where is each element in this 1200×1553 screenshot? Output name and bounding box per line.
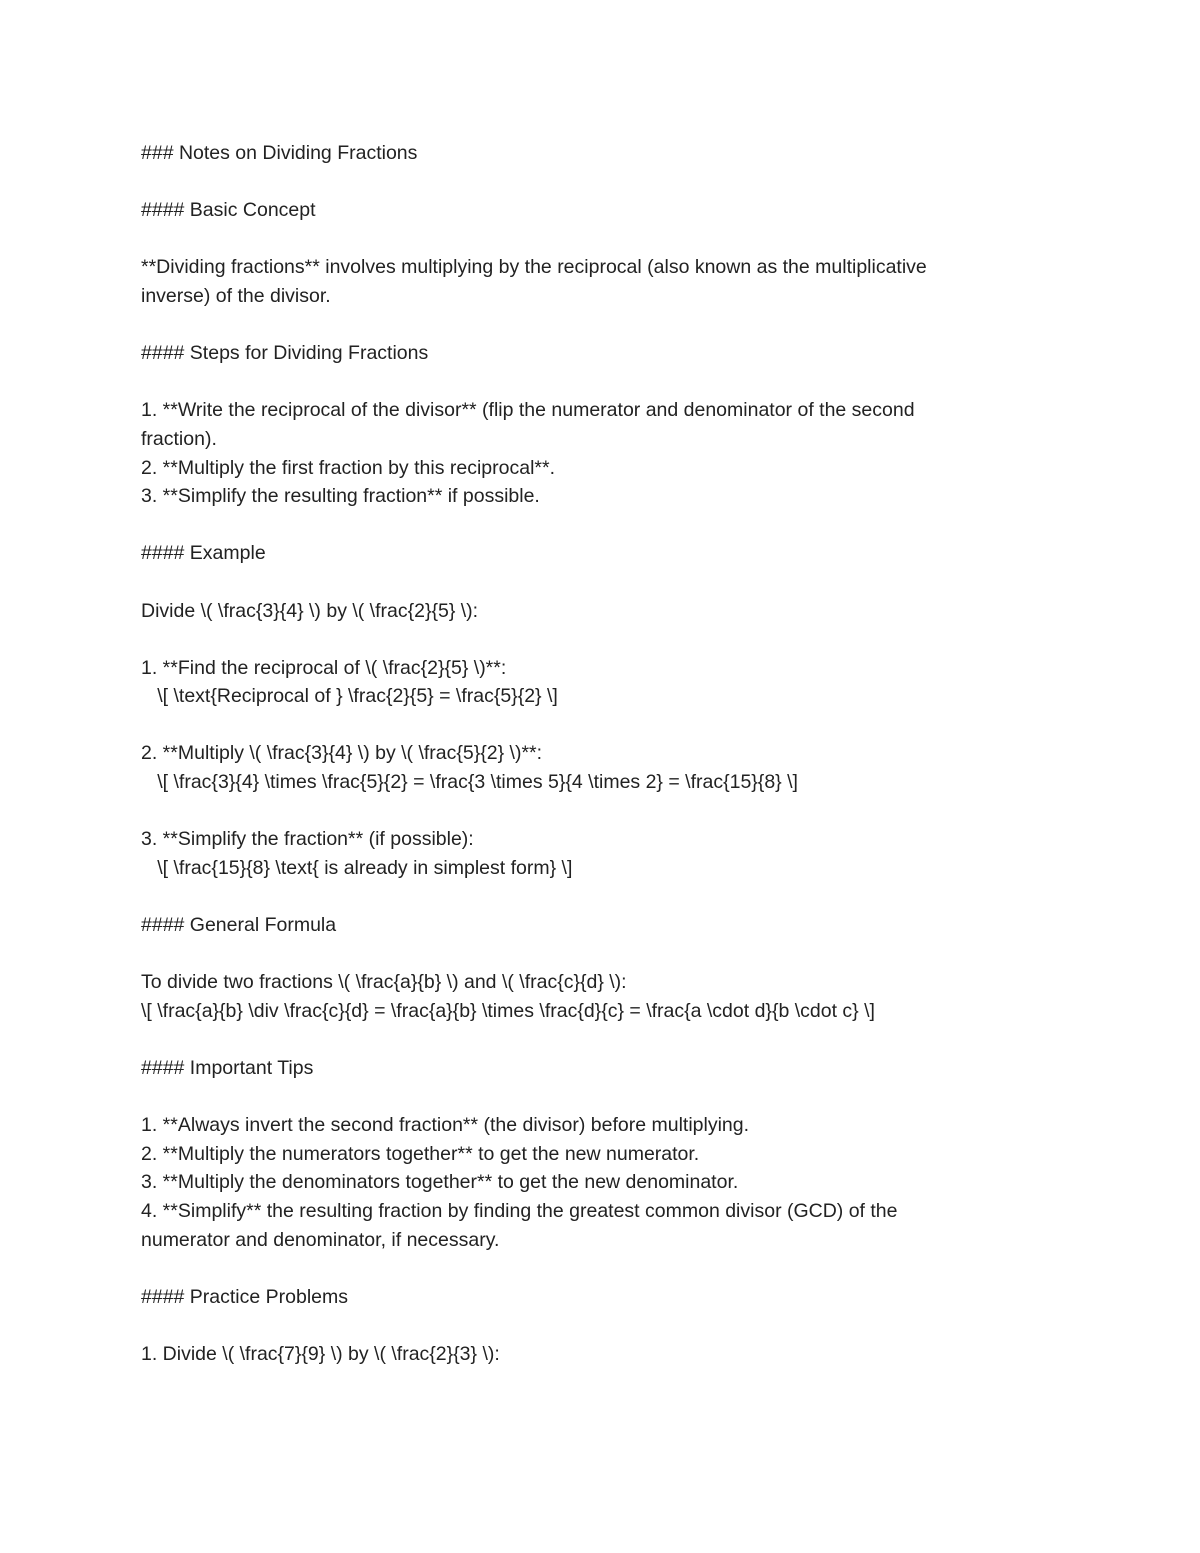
- spacer: [141, 311, 1041, 340]
- spacer: [141, 568, 1041, 597]
- tips-item-4: 4. **Simplify** the resulting fraction by finding the greatest common divisor (GCD) of the: [141, 1199, 898, 1222]
- document-page: [141, 139, 1041, 1369]
- example-step-3-math: \[ \frac{15}{8} \text{ is already in simplest form} \]: [141, 856, 573, 879]
- spacer: [141, 168, 1041, 197]
- spacer: [141, 1254, 1041, 1283]
- tips-item-2: 2. **Multiply the numerators together** to get the new numerator.: [141, 1142, 700, 1165]
- example-step-2: 2. **Multiply \( \frac{3}{4} \) by \( \frac{5}{2} \)**:: [141, 742, 543, 765]
- basic-concept-heading: #### Basic Concept: [141, 199, 316, 222]
- doc-title: ### Notes on Dividing Fractions: [141, 142, 418, 164]
- formula-intro: To divide two fractions \( \frac{a}{b} \) and \( \frac{c}{d} \):: [141, 971, 627, 994]
- steps-item-1-cont: fraction).: [141, 427, 217, 450]
- example-step-1-math: \[ \text{Reciprocal of } \frac{2}{5} = \frac{5}{2} \]: [141, 685, 558, 708]
- tips-item-3: 3. **Multiply the denominators together** to get the new denominator.: [141, 1171, 739, 1194]
- example-heading: #### Example: [141, 542, 266, 565]
- spacer: [141, 1311, 1041, 1340]
- practice-heading: #### Practice Problems: [141, 1285, 349, 1308]
- spacer: [141, 882, 1041, 911]
- practice-item-1: 1. Divide \( \frac{7}{9} \) by \( \frac{2}{3} \):: [141, 1342, 500, 1365]
- formula-heading: #### General Formula: [141, 914, 337, 937]
- spacer: [141, 368, 1041, 397]
- example-step-2-math: \[ \frac{3}{4} \times \frac{5}{2} = \frac{3 \times 5}{4 \times 2} = \frac{15}{8} \]: [141, 771, 798, 794]
- example-step-1: 1. **Find the reciprocal of \( \frac{2}{5} \)**:: [141, 656, 507, 679]
- example-step-3: 3. **Simplify the fraction** (if possible):: [141, 828, 474, 851]
- tips-heading: #### Important Tips: [141, 1057, 314, 1079]
- spacer: [141, 940, 1041, 969]
- spacer: [141, 511, 1041, 540]
- spacer: [141, 225, 1041, 254]
- spacer: [141, 1083, 1041, 1112]
- steps-item-3: 3. **Simplify the resulting fraction** if possible.: [141, 485, 540, 508]
- spacer: [141, 1025, 1041, 1054]
- tips-item-4-cont: numerator and denominator, if necessary.: [141, 1228, 500, 1251]
- steps-item-1: 1. **Write the reciprocal of the divisor** (flip the numerator and denominator of the second: [141, 399, 915, 422]
- spacer: [141, 797, 1041, 826]
- steps-item-2: 2. **Multiply the first fraction by this reciprocal**.: [141, 456, 555, 479]
- tips-item-1: 1. **Always invert the second fraction** (the divisor) before multiplying.: [141, 1114, 750, 1137]
- basic-concept-text-line: **Dividing fractions** involves multiplying by the reciprocal (also known as the multiplicative: [141, 256, 927, 279]
- steps-heading: #### Steps for Dividing Fractions: [141, 342, 429, 365]
- formula-math: \[ \frac{a}{b} \div \frac{c}{d} = \frac{a}{b} \times \frac{d}{c} = \frac{a \cdot d}{b \cdot c} \]: [141, 999, 875, 1022]
- spacer: [141, 625, 1041, 654]
- example-intro: Divide \( \frac{3}{4} \) by \( \frac{2}{5} \):: [141, 599, 479, 622]
- spacer: [141, 711, 1041, 740]
- basic-concept-text-line: inverse) of the divisor.: [141, 284, 331, 307]
